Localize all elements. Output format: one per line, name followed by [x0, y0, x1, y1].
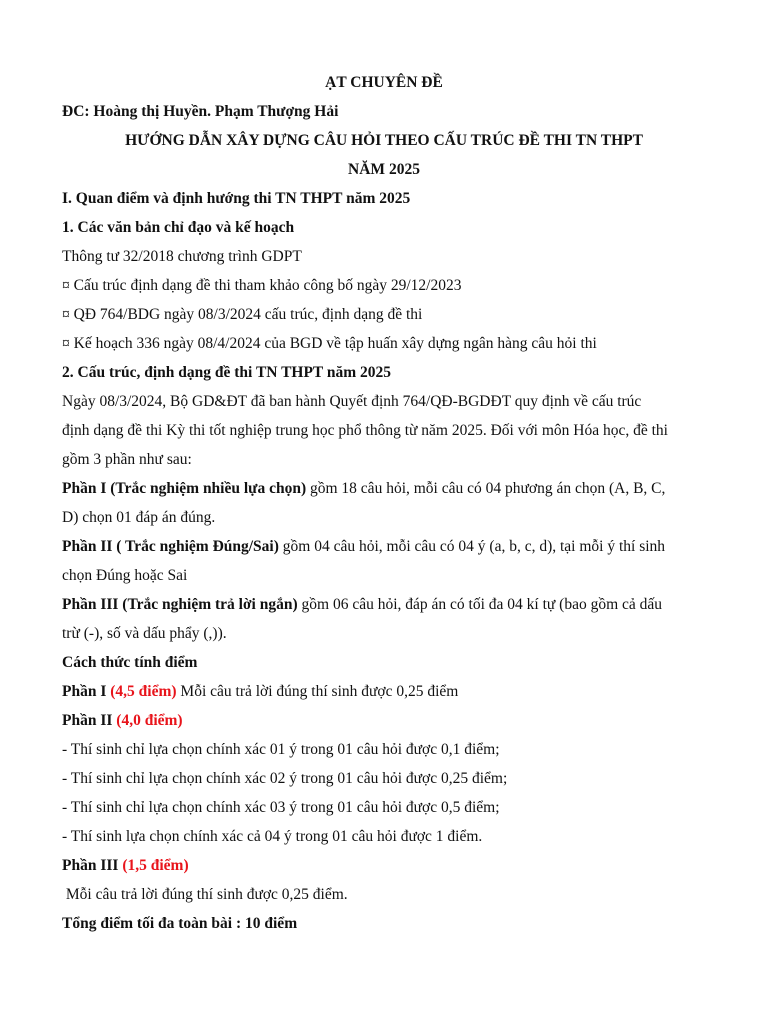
score-part-1-text: Mỗi câu trả lời đúng thí sinh được 0,25 điểm	[176, 683, 459, 700]
part-1-line	[62, 479, 665, 499]
part-1-continuation: D) chọn 01 đáp án đúng.	[62, 509, 216, 526]
subsection-2-heading: 2. Cấu trúc, định dạng đề thi TN THPT năm 2025	[62, 364, 392, 381]
doc-item: ¤ Kế hoạch 336 ngày 08/4/2024 của BGD về tập huấn xây dựng ngân hàng câu hỏi thi	[62, 335, 597, 352]
doc-header: ẠT CHUYÊN ĐỀ	[325, 74, 443, 91]
title-line-2: NĂM 2025	[348, 161, 420, 178]
score-part-1	[62, 682, 458, 702]
score-part-2-item: - Thí sinh chỉ lựa chọn chính xác 02 ý trong 01 câu hỏi được 0,25 điểm;	[62, 770, 508, 787]
score-part-2-item: - Thí sinh lựa chọn chính xác cả 04 ý trong 01 câu hỏi được 1 điểm.	[62, 828, 483, 845]
score-part-3-text: Mỗi câu trả lời đúng thí sinh được 0,25 điểm.	[62, 886, 348, 903]
intro-line: gồm 3 phần như sau:	[62, 451, 192, 468]
score-part-2	[62, 711, 183, 731]
total-score: Tổng điểm tối đa toàn bài : 10 điểm	[62, 915, 298, 932]
subsection-1-heading: 1. Các văn bản chỉ đạo và kế hoạch	[62, 219, 295, 236]
score-part-2-item: - Thí sinh chỉ lựa chọn chính xác 01 ý trong 01 câu hỏi được 0,1 điểm;	[62, 741, 500, 758]
part-2-text: gồm 04 câu hỏi, mỗi câu có 04 ý (a, b, c, d), tại mỗi ý thí sinh	[278, 538, 666, 555]
part-2-continuation: chọn Đúng hoặc Sai	[62, 567, 188, 584]
section-1-heading: I. Quan điểm và định hướng thi TN THPT năm 2025	[62, 190, 411, 207]
score-part-3-label: Phần III	[62, 857, 123, 874]
part-1-label: Phần I (Trắc nghiệm nhiều lựa chọn)	[62, 480, 307, 497]
score-part-2-label: Phần II	[62, 712, 117, 729]
authors-line: ĐC: Hoàng thị Huyền. Phạm Thượng Hải	[62, 103, 339, 120]
part-3-continuation: trừ (-), số và dấu phẩy (,)).	[62, 625, 227, 642]
part-2-line	[62, 537, 665, 557]
score-part-3	[62, 856, 189, 876]
score-part-1-label: Phần I	[62, 683, 111, 700]
part-1-text: gồm 18 câu hỏi, mỗi câu có 04 phương án chọn (A, B, C,	[306, 480, 666, 497]
score-part-2-item: - Thí sinh chỉ lựa chọn chính xác 03 ý trong 01 câu hỏi được 0,5 điểm;	[62, 799, 500, 816]
intro-line: định dạng đề thi Kỳ thi tốt nghiệp trung học phổ thông từ năm 2025. Đối với môn Hóa học, đề thi	[62, 422, 668, 439]
part-2-label: Phần II ( Trắc nghiệm Đúng/Sai)	[62, 538, 279, 555]
doc-item: ¤ Cấu trúc định dạng đề thi tham khảo công bố ngày 29/12/2023	[62, 277, 462, 294]
doc-item: ¤ QĐ 764/BDG ngày 08/3/2024 cấu trúc, định dạng đề thi	[62, 306, 423, 323]
score-part-1-points: (4,5 điểm)	[110, 683, 177, 700]
title-line-1: HƯỚNG DẪN XÂY DỰNG CÂU HỎI THEO CẤU TRÚC ĐỀ THI TN THPT	[125, 132, 643, 149]
intro-line: Ngày 08/3/2024, Bộ GD&ĐT đã ban hành Quyết định 764/QĐ-BGDĐT quy định về cấu trúc	[62, 393, 642, 410]
score-part-2-points: (4,0 điểm)	[116, 712, 183, 729]
score-part-3-points: (1,5 điểm)	[122, 857, 189, 874]
part-3-text: gồm 06 câu hỏi, đáp án có tối đa 04 kí tự (bao gồm cả dấu	[297, 596, 663, 613]
scoring-heading: Cách thức tính điểm	[62, 654, 198, 671]
part-3-line	[62, 595, 662, 615]
doc-item: Thông tư 32/2018 chương trình GDPT	[62, 248, 302, 265]
part-3-label: Phần III (Trắc nghiệm trả lời ngắn)	[62, 596, 298, 613]
